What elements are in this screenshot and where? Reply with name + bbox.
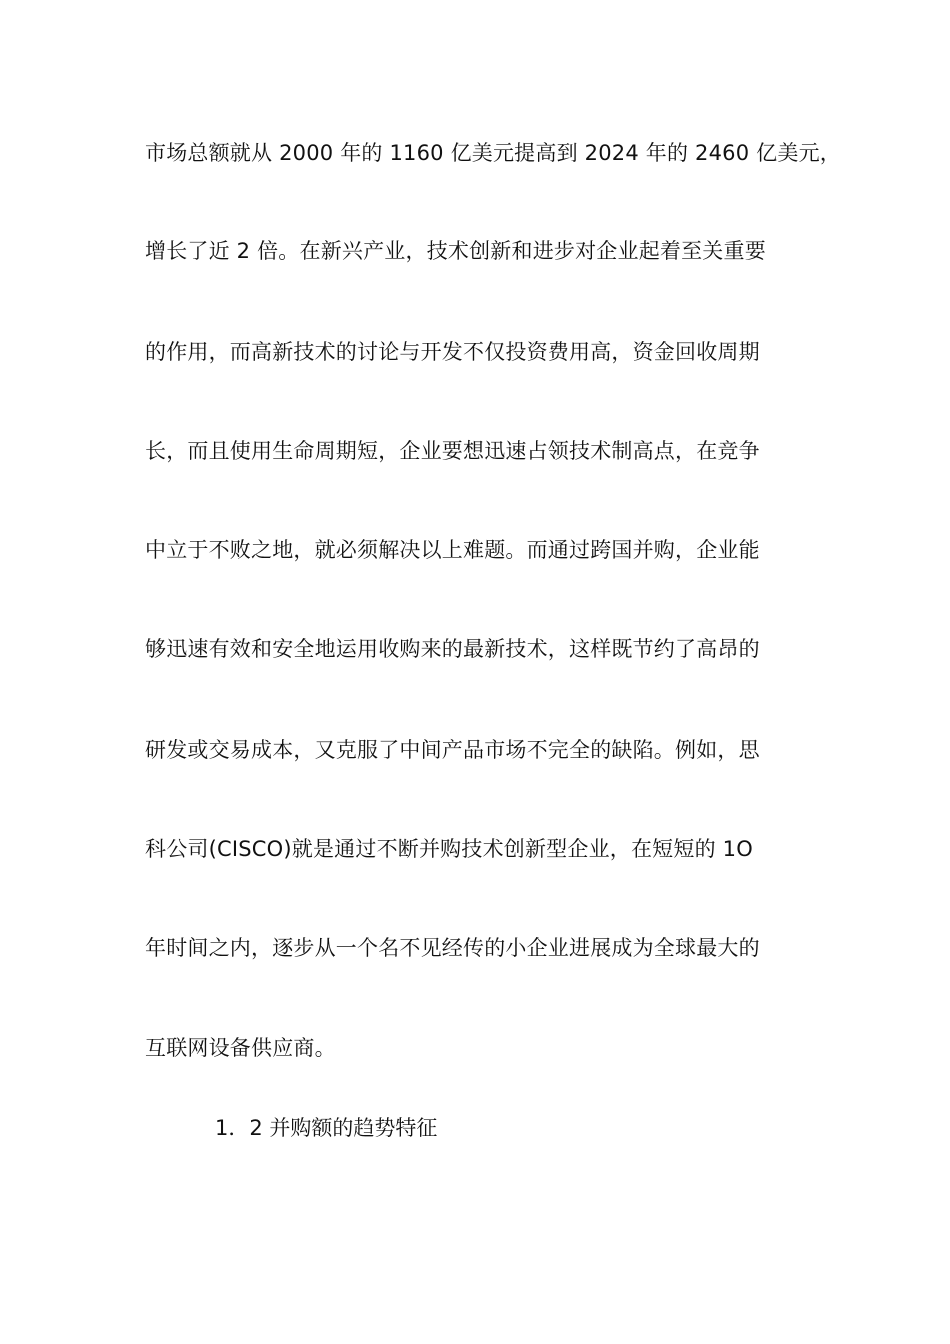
paragraph-line-10: 互联网设备供应商。 bbox=[145, 1036, 336, 1060]
paragraph-line-3: 的作用，而高新技术的讨论与开发不仅投资费用高，资金回收周期 bbox=[145, 340, 760, 364]
paragraph-line-9: 年时间之内，逐步从一个名不见经传的小企业进展成为全球最大的 bbox=[145, 936, 760, 960]
paragraph-line-8: 科公司(CISCO)就是通过不断并购技术创新型企业，在短短的 1O bbox=[145, 837, 753, 861]
section-heading: 1．2 并购额的趋势特征 bbox=[215, 1116, 438, 1140]
paragraph-line-1: 市场总额就从 2000 年的 1160 亿美元提高到 2024 年的 2460 亿美元， bbox=[145, 141, 841, 165]
paragraph-line-6: 够迅速有效和安全地运用收购来的最新技术，这样既节约了高昂的 bbox=[145, 637, 760, 661]
paragraph-line-2: 增长了近 2 倍。在新兴产业，技术创新和进步对企业起着至关重要 bbox=[145, 239, 766, 263]
paragraph-line-4: 长，而且使用生命周期短，企业要想迅速占领技术制高点，在竞争 bbox=[145, 439, 760, 463]
paragraph-line-7: 研发或交易成本，又克服了中间产品市场不完全的缺陷。例如，思 bbox=[145, 738, 760, 762]
paragraph-line-5: 中立于不败之地，就必须解决以上难题。而通过跨国并购，企业能 bbox=[145, 538, 760, 562]
